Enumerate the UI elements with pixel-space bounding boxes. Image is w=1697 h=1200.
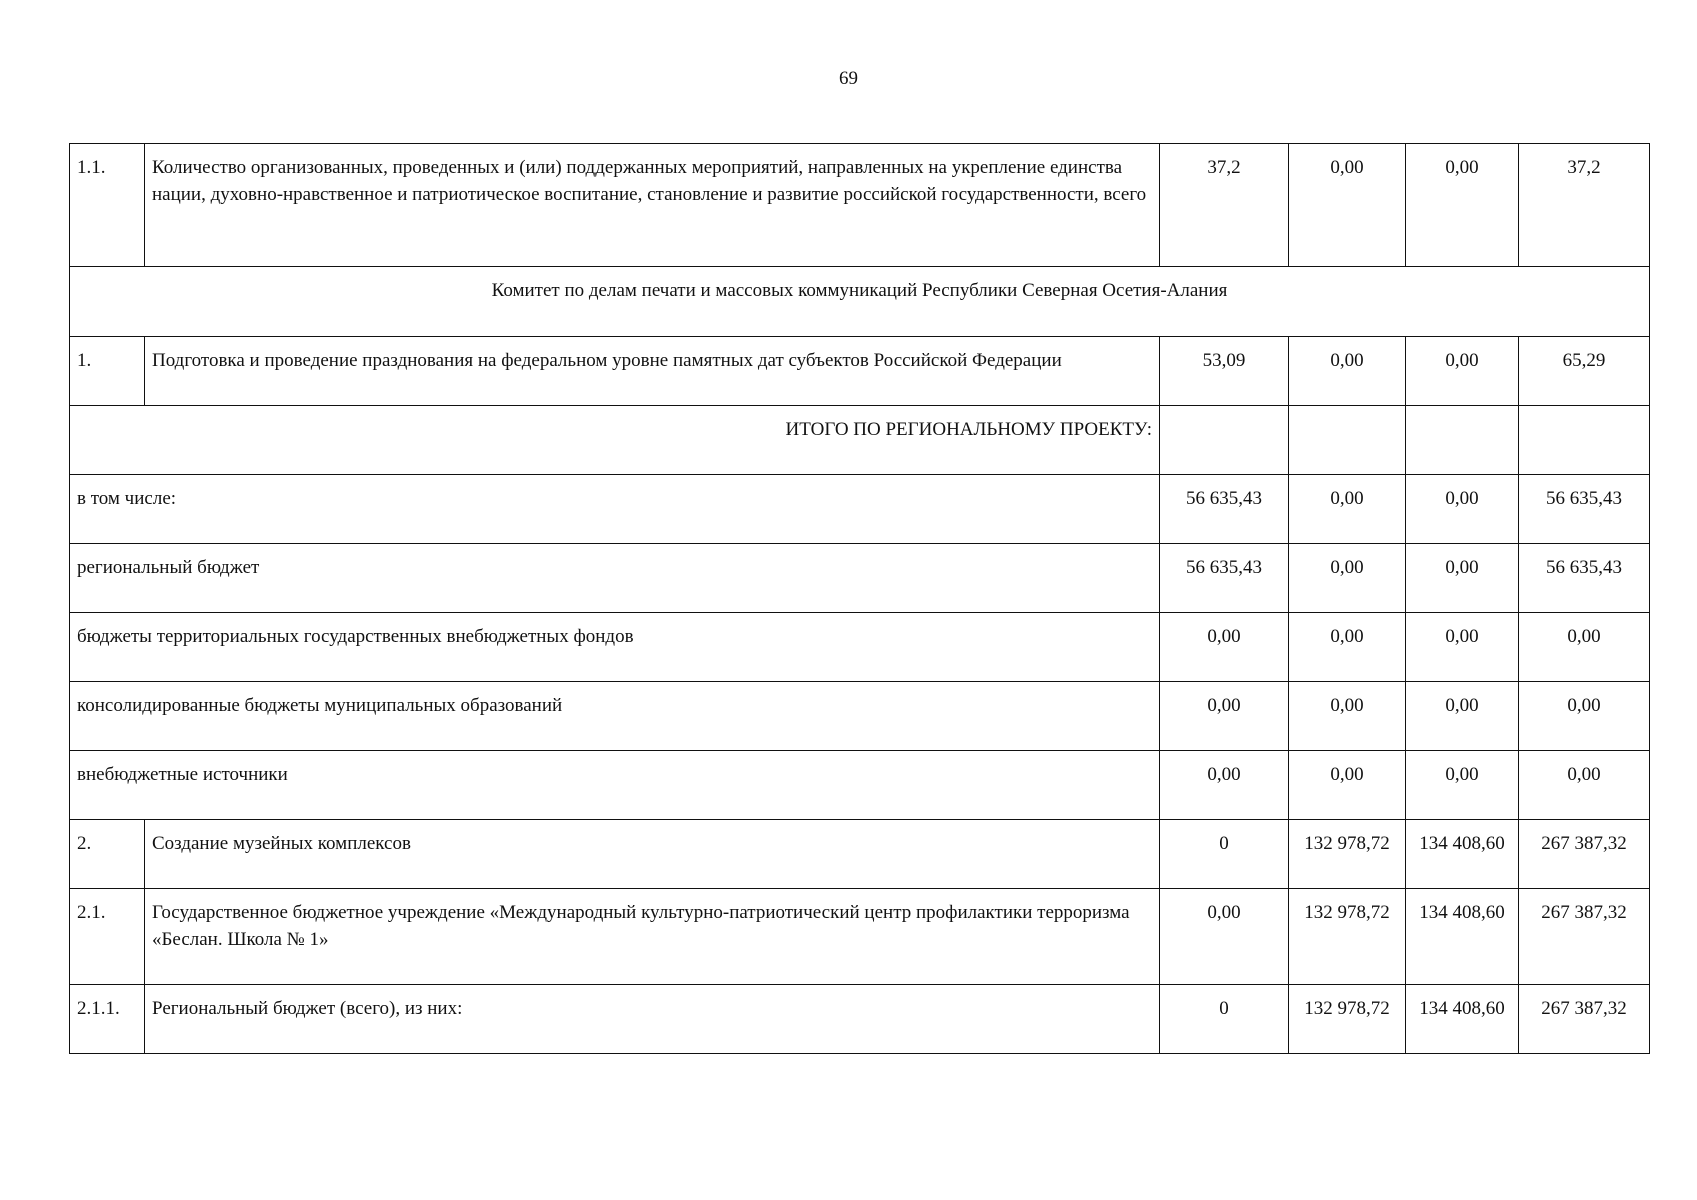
row-name: Региональный бюджет (всего), из них: <box>145 985 1160 1054</box>
value-cell-4: 56 635,43 <box>1519 475 1650 544</box>
value-cell-4: 56 635,43 <box>1519 544 1650 613</box>
value-cell-1: 56 635,43 <box>1160 475 1289 544</box>
budget-table <box>69 143 1650 1054</box>
value-cell-2: 0,00 <box>1289 475 1406 544</box>
value-cell-2: 0,00 <box>1289 544 1406 613</box>
value-cell-4: 267 387,32 <box>1519 889 1650 985</box>
row-label: внебюджетные источники <box>70 751 1160 820</box>
row-code: 1.1. <box>70 144 145 267</box>
value-cell-3: 134 408,60 <box>1406 889 1519 985</box>
value-cell-3: 134 408,60 <box>1406 985 1519 1054</box>
value-cell-3: 134 408,60 <box>1406 820 1519 889</box>
value-cell-2: 0,00 <box>1289 751 1406 820</box>
value-cell-1: 56 635,43 <box>1160 544 1289 613</box>
row-code: 2. <box>70 820 145 889</box>
value-cell-2: 0,00 <box>1289 682 1406 751</box>
value-cell-3 <box>1406 406 1519 475</box>
value-cell-3: 0,00 <box>1406 544 1519 613</box>
row-label: бюджеты территориальных государственных внебюджетных фондов <box>70 613 1160 682</box>
row-code: 2.1.1. <box>70 985 145 1054</box>
value-cell-2 <box>1289 406 1406 475</box>
row-label: консолидированные бюджеты муниципальных образований <box>70 682 1160 751</box>
value-cell-4: 0,00 <box>1519 682 1650 751</box>
value-cell-1: 0,00 <box>1160 613 1289 682</box>
value-cell-1: 0,00 <box>1160 682 1289 751</box>
page-number: 69 <box>839 68 858 89</box>
table-row <box>70 337 1650 406</box>
value-cell-1 <box>1160 406 1289 475</box>
value-cell-1: 0 <box>1160 985 1289 1054</box>
value-cell-1: 0,00 <box>1160 751 1289 820</box>
value-cell-3: 0,00 <box>1406 613 1519 682</box>
value-cell-3: 0,00 <box>1406 682 1519 751</box>
value-cell-3: 0,00 <box>1406 144 1519 267</box>
table-row <box>70 613 1650 682</box>
value-cell-1: 53,09 <box>1160 337 1289 406</box>
table-row <box>70 820 1650 889</box>
table-row <box>70 475 1650 544</box>
table-row <box>70 751 1650 820</box>
table-row <box>70 682 1650 751</box>
table-row <box>70 544 1650 613</box>
value-cell-4: 267 387,32 <box>1519 985 1650 1054</box>
value-cell-1: 0,00 <box>1160 889 1289 985</box>
value-cell-3: 0,00 <box>1406 475 1519 544</box>
value-cell-1: 37,2 <box>1160 144 1289 267</box>
value-cell-2: 132 978,72 <box>1289 820 1406 889</box>
table-row <box>70 406 1650 475</box>
row-name: Количество организованных, проведенных и (или) поддержанных мероприятий, направленных на укрепление единства нации, духовно-нравственное и патриотическое воспитание, становление и развитие российской государственности, всего <box>145 144 1160 267</box>
value-cell-4: 65,29 <box>1519 337 1650 406</box>
table-row <box>70 267 1650 337</box>
row-code: 1. <box>70 337 145 406</box>
value-cell-3: 0,00 <box>1406 337 1519 406</box>
value-cell-4: 37,2 <box>1519 144 1650 267</box>
section-title: Комитет по делам печати и массовых коммуникаций Республики Северная Осетия-Алания <box>70 267 1650 337</box>
row-label: в том числе: <box>70 475 1160 544</box>
row-name: Подготовка и проведение празднования на федеральном уровне памятных дат субъектов Российской Федерации <box>145 337 1160 406</box>
total-label: ИТОГО ПО РЕГИОНАЛЬНОМУ ПРОЕКТУ: <box>70 406 1160 475</box>
table-row <box>70 889 1650 985</box>
value-cell-2: 0,00 <box>1289 144 1406 267</box>
value-cell-4: 267 387,32 <box>1519 820 1650 889</box>
value-cell-2: 0,00 <box>1289 337 1406 406</box>
row-name: Государственное бюджетное учреждение «Международный культурно-патриотический центр профилактики терроризма «Беслан. Школа № 1» <box>145 889 1160 985</box>
value-cell-4: 0,00 <box>1519 751 1650 820</box>
value-cell-1: 0 <box>1160 820 1289 889</box>
value-cell-2: 0,00 <box>1289 613 1406 682</box>
value-cell-2: 132 978,72 <box>1289 985 1406 1054</box>
table-row <box>70 144 1650 267</box>
value-cell-4 <box>1519 406 1650 475</box>
row-name: Создание музейных комплексов <box>145 820 1160 889</box>
value-cell-2: 132 978,72 <box>1289 889 1406 985</box>
row-label: региональный бюджет <box>70 544 1160 613</box>
value-cell-4: 0,00 <box>1519 613 1650 682</box>
table-row <box>70 985 1650 1054</box>
value-cell-3: 0,00 <box>1406 751 1519 820</box>
row-code: 2.1. <box>70 889 145 985</box>
